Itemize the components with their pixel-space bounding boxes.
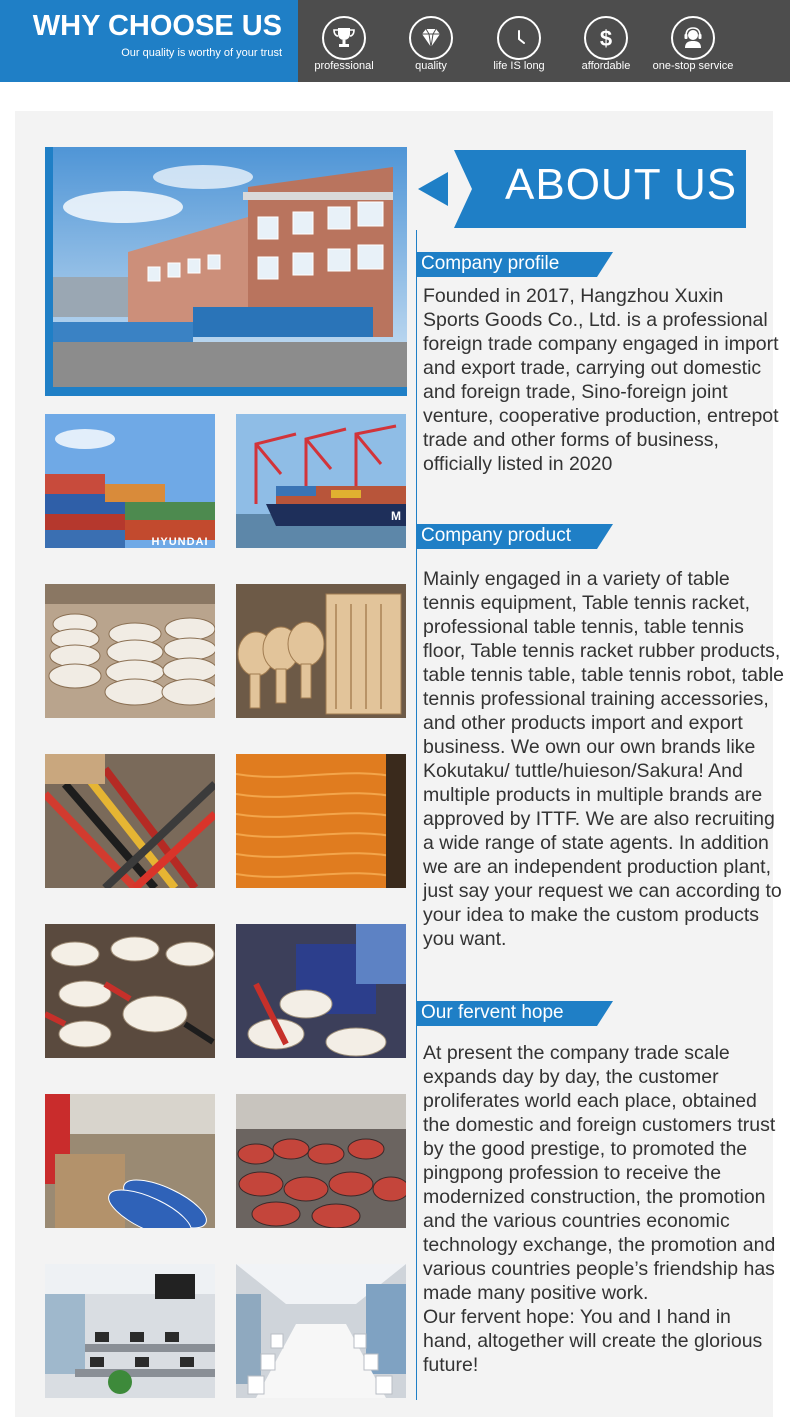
feature-label: one-stop service [652, 60, 734, 72]
section-title-company-product: Company product [421, 525, 571, 546]
trophy-icon [322, 16, 366, 60]
rackets-on-floor-photo [236, 1094, 406, 1228]
why-choose-us-panel [0, 0, 298, 82]
why-choose-us-title: WHY CHOOSE US [32, 10, 282, 42]
factory-building-photo [53, 147, 407, 387]
cargo-ship-photo [236, 414, 406, 548]
why-choose-us-subtitle: Our quality is worthy of your trust [121, 47, 282, 59]
containers-photo [45, 414, 215, 548]
feature-label: quality [415, 60, 447, 72]
feature-label: professional [314, 60, 374, 72]
feature-label: affordable [581, 60, 631, 72]
section-title-company-profile: Company profile [421, 253, 560, 274]
svg-text:$: $ [599, 26, 613, 51]
section-text-company-product: Mainly engaged in a variety of table tennis equipment, Table tennis racket, professional table tennis, table tennis floor, Table tennis racket rubber products, table tennis table, table tennis robot, table tennis professional training accessories, and other products import and export business. We own our own brands like Kokutaku/ tuttle/huieson/Sakura! And multiple products in multiple brands are approved by ITTF. We are also recruiting a wide range of state agents. In addition we are an independent production plant, just say your request we can according to your idea to make the custom products you want. [423, 568, 784, 950]
about-us-heading: ABOUT US [505, 160, 738, 209]
racket-handles-photo [45, 754, 215, 888]
meeting-room-photo [236, 1264, 406, 1398]
racket-blades-stack-photo [45, 584, 215, 718]
wooden-blades-photo [236, 584, 406, 718]
production-worker-photo [236, 924, 406, 1058]
orange-rubber-sheets-photo [236, 754, 406, 888]
dollar-icon [584, 16, 628, 60]
workshop-packing-photo [45, 1094, 215, 1228]
service-agent-icon [671, 16, 715, 60]
finished-rackets-photo [45, 924, 215, 1058]
clock-icon [497, 16, 541, 60]
vertical-divider [416, 230, 417, 1400]
office-photo [45, 1264, 215, 1398]
ship-mark-text: M [391, 509, 401, 523]
feature-one-stop-service [638, 0, 748, 82]
section-text-fervent-hope: At present the company trade scale expands day by day, the customer proliferates world each place, obtained the domestic and foreign customers trust by the good prestige, to promoted the pingpong profession to receive the modernized construction, the promotion and the various countries economic technology exchange, the promotion and various countries people’s friendship has made many positive work. Our fervent hope: You and I hand in hand, altogether will create the glorious future! [423, 1042, 776, 1376]
section-text-company-profile: Founded in 2017, Hangzhou Xuxin Sports Goods Co., Ltd. is a professional foreign trade company engaged in import and export trade, carrying out domestic and foreign trade, Sino-foreign joint venture, cooperative production, entrepot trade and other forms of business, officially listed in 2020 [423, 285, 779, 475]
feature-label: life IS long [493, 60, 545, 72]
container-brand-text: HYUNDAI [151, 536, 209, 548]
section-title-fervent-hope: Our fervent hope [421, 1002, 564, 1023]
diamond-icon [409, 16, 453, 60]
header-bar [0, 0, 790, 82]
